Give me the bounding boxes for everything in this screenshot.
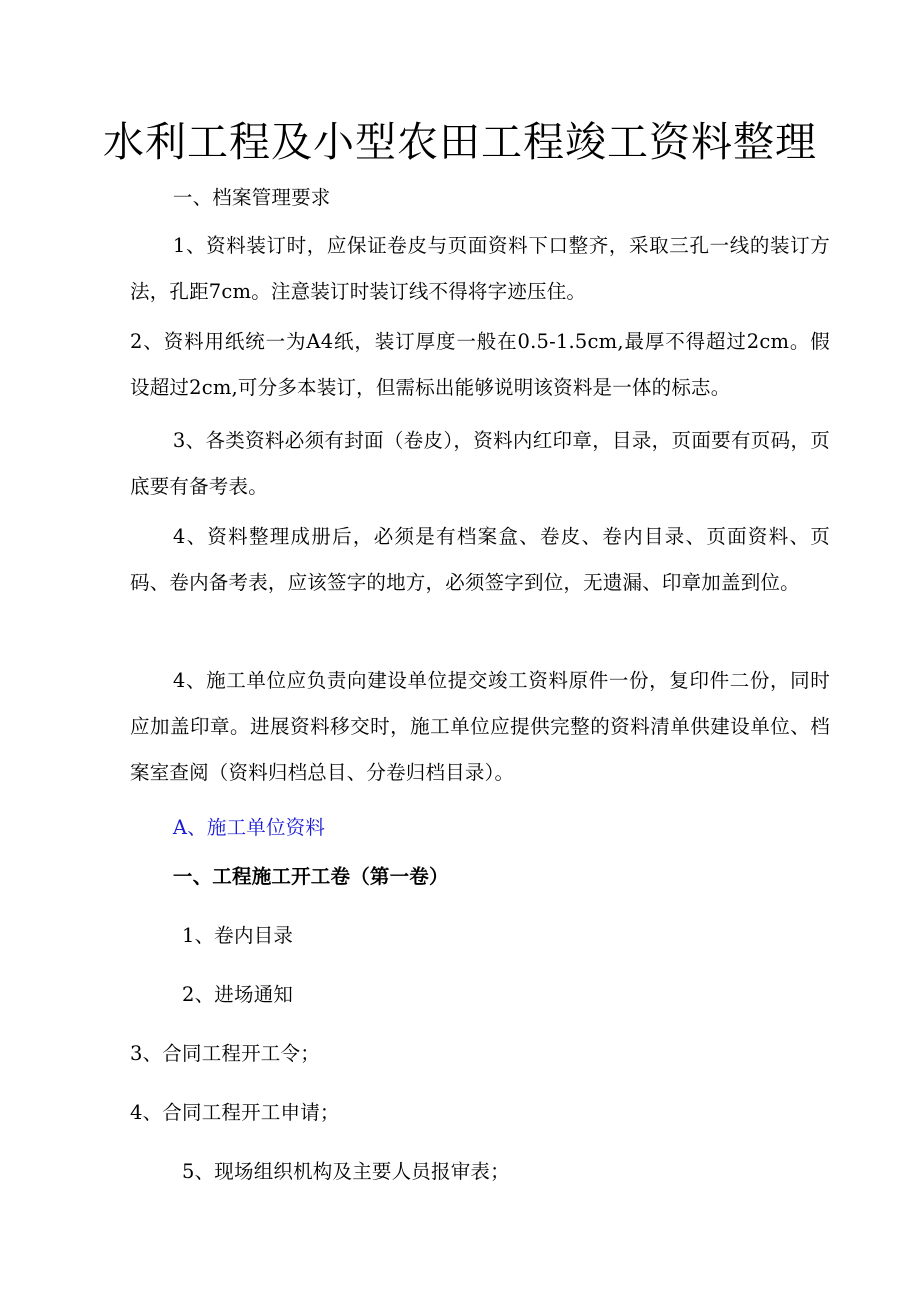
list-item-4: 4、合同工程开工申请； [130, 1101, 340, 1124]
paragraph-paper-size: 2、资料用纸统一为A4纸，装订厚度一般在0.5-1.5cm,最厚不得超过2cm。假设超过2cm,可分多本装订，但需标出能够说明该资料是一体的标志。 [130, 330, 830, 399]
paragraph-bound-volume-contents: 4、资料整理成册后，必须是有档案盒、卷皮、卷内目录、页面资料、页码、卷内备考表，应该签字的地方，必须签字到位，无遗漏、印章加盖到位。 [130, 525, 830, 594]
section-heading-archive-requirements: 一、档案管理要求 [172, 186, 331, 209]
list-item-5: 5、现场组织机构及主要人员报审表； [182, 1160, 510, 1183]
list-item-2: 2、进场通知 [182, 983, 294, 1006]
paragraph-submission-of-originals: 4、施工单位应负责向建设单位提交竣工资料原件一份，复印件二份，同时应加盖印章。进展资料移交时，施工单位应提供完整的资料清单供建设单位、档案室查阅（资料归档总目、分卷归档目录）。 [130, 669, 830, 784]
list-item-1: 1、卷内目录 [182, 924, 294, 947]
document-title: 水利工程及小型农田工程竣工资料整理 [103, 118, 817, 166]
list-item-3: 3、合同工程开工令； [130, 1042, 320, 1065]
section-heading-volume-one: 一、工程施工开工卷（第一卷） [172, 865, 449, 888]
paragraph-cover-and-stamp: 3、各类资料必须有封面（卷皮），资料内红印章，目录，页面要有页码，页底要有备考表。 [130, 429, 830, 498]
paragraph-binding-method: 1、资料装订时，应保证卷皮与页面资料下口整齐，采取三孔一线的装订方法，孔距7cm。注意装订时装订线不得将字迹压住。 [130, 234, 830, 303]
section-heading-contractor-documents: A、施工单位资料 [172, 816, 326, 839]
